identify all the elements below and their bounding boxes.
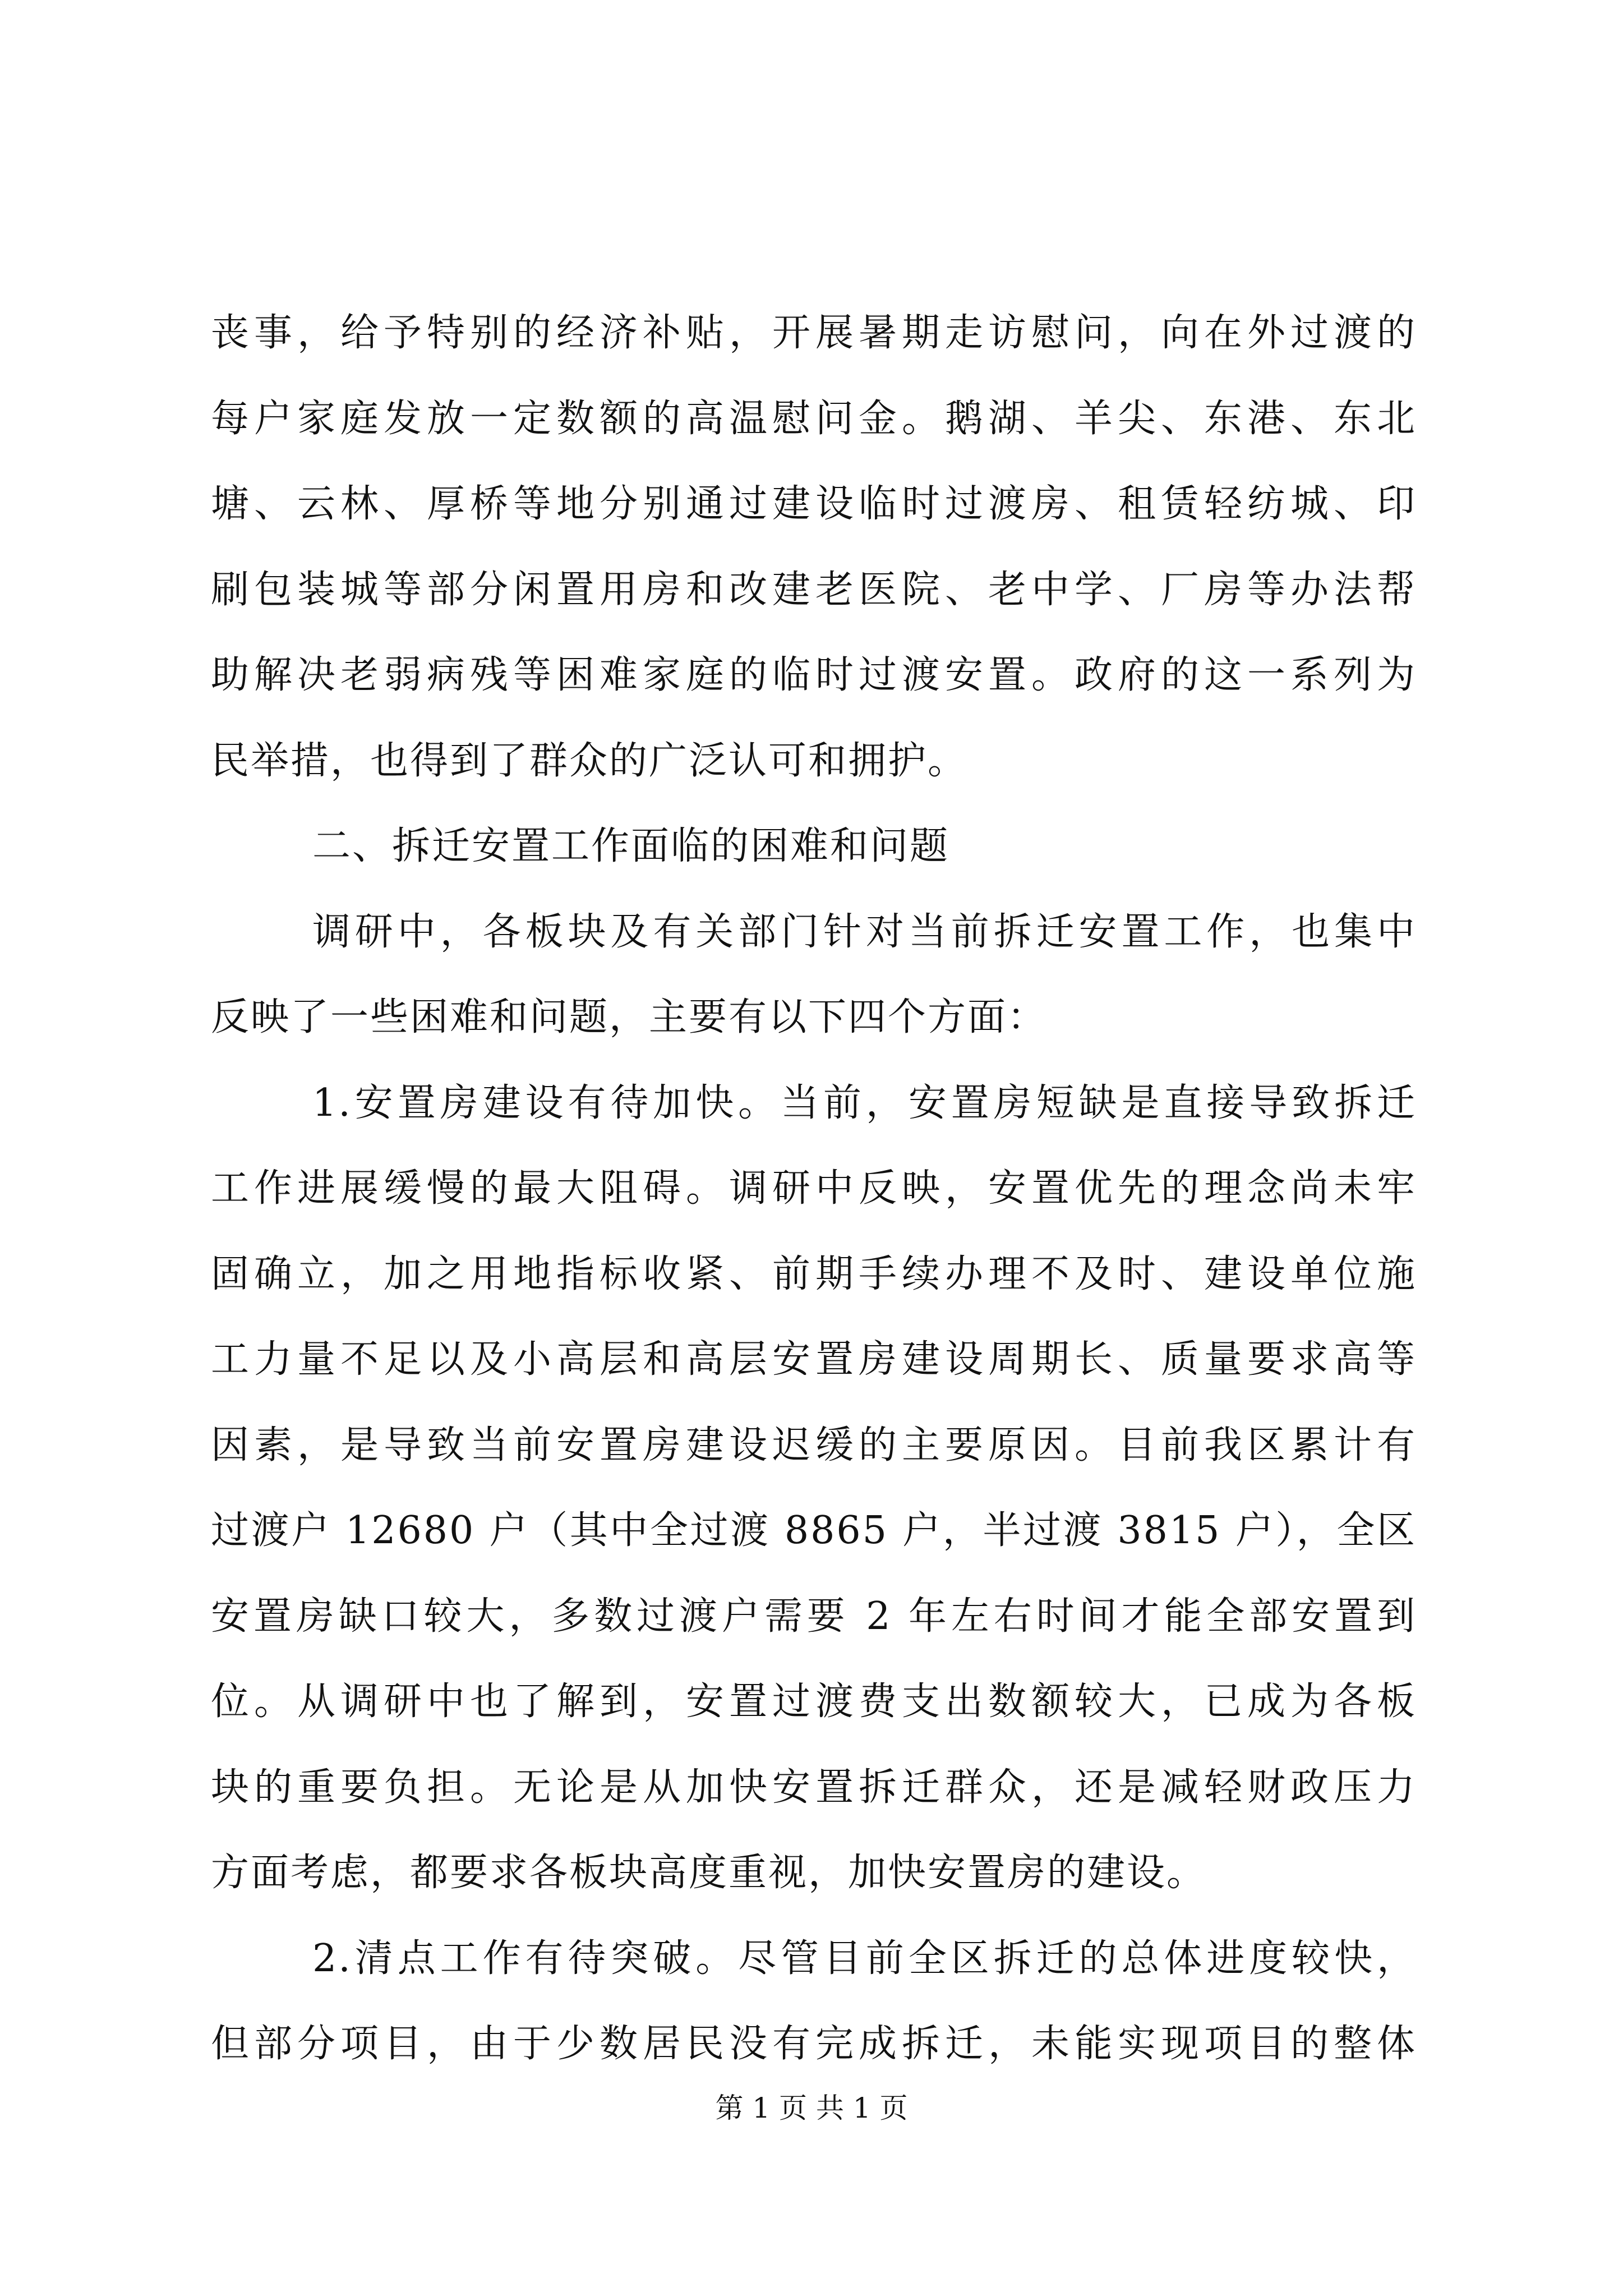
page-number-footer: 第 1 页 共 1 页	[715, 2092, 908, 2124]
text-line: 过渡户 12680 户（其中全过渡 8865 户，半过渡 3815 户），全区	[211, 1508, 1417, 1553]
text-line: 安置房缺口较大，多数过渡户需要 2 年左右时间才能全部安置到	[211, 1594, 1417, 1639]
text-line: 工作进展缓慢的最大阻碍。调研中反映，安置优先的理念尚未牢	[211, 1166, 1417, 1211]
text-line: 反映了一些困难和问题，主要有以下四个方面：	[211, 995, 1048, 1039]
text-line: 民举措，也得到了群众的广泛认可和拥护。	[211, 738, 968, 783]
text-line: 因素，是导致当前安置房建设迟缓的主要原因。目前我区累计有	[211, 1423, 1417, 1467]
section-heading: 二、拆迁安置工作面临的困难和问题	[312, 824, 950, 868]
text-line: 块的重要负担。无论是从加快安置拆迁群众，还是减轻财政压力	[211, 1765, 1417, 1810]
text-line: 位。从调研中也了解到，安置过渡费支出数额较大，已成为各板	[211, 1680, 1417, 1724]
text-line: 每户家庭发放一定数额的高温慰问金。鹅湖、羊尖、东港、东北	[211, 396, 1417, 441]
text-line: 但部分项目，由于少数居民没有完成拆迁，未能实现项目的整体	[211, 2022, 1417, 2066]
document-body	[211, 291, 1417, 2087]
text-line: 2.清点工作有待突破。尽管目前全区拆迁的总体进度较快，	[312, 1936, 1417, 1981]
text-line: 方面考虑，都要求各板块高度重视，加快安置房的建设。	[211, 1851, 1207, 1895]
text-line: 调研中，各板块及有关部门针对当前拆迁安置工作，也集中	[312, 909, 1417, 954]
text-line: 丧事，给予特别的经济补贴，开展暑期走访慰问，向在外过渡的	[211, 311, 1417, 355]
text-line: 刷包装城等部分闲置用房和改建老医院、老中学、厂房等办法帮	[211, 567, 1417, 612]
text-line: 塘、云林、厚桥等地分别通过建设临时过渡房、租赁轻纺城、印	[211, 482, 1417, 526]
text-line: 工力量不足以及小高层和高层安置房建设周期长、质量要求高等	[211, 1337, 1417, 1382]
text-line: 助解决老弱病残等困难家庭的临时过渡安置。政府的这一系列为	[211, 653, 1417, 697]
text-line: 1.安置房建设有待加快。当前，安置房短缺是直接导致拆迁	[312, 1080, 1417, 1125]
text-line: 固确立，加之用地指标收紧、前期手续办理不及时、建设单位施	[211, 1251, 1417, 1296]
